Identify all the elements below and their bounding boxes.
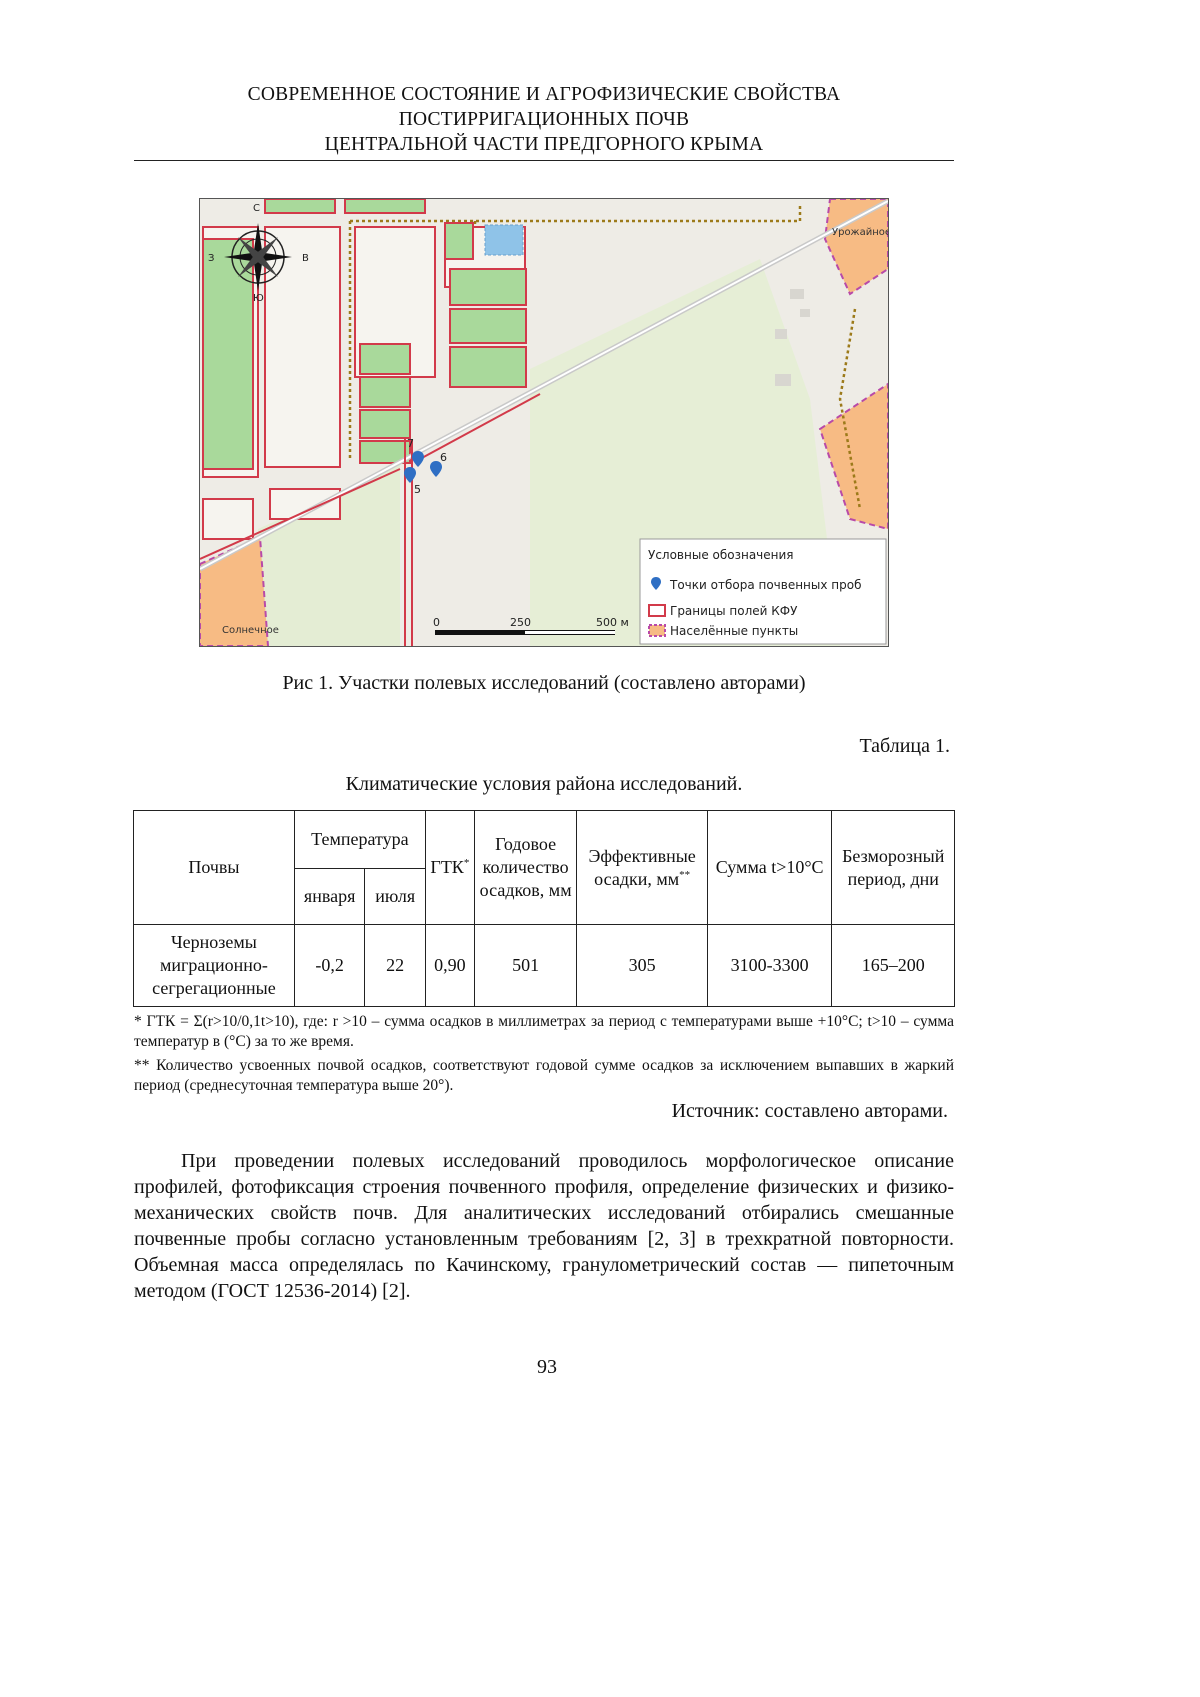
compass-n: С	[253, 203, 260, 214]
scale-mid: 250	[510, 616, 531, 629]
header-gtk: ГТК*	[425, 811, 474, 925]
body-paragraph: При проведении полевых исследований проводилось морфологическое описание профилей, фотофиксация строения почвенного профиля, определение физических и физико-механических свойств почв. Для аналитических исследований отбирались смешанные почвенные пробы согласно установленным требованиям [2, 3] в трехкратной повторности. Объемная масса определялась по Качинскому, гранулометрический состав — пипеточным методом (ГОСТ 12536-2014) [2].	[134, 1148, 954, 1304]
table-source: Источник: составлено авторами.	[672, 1100, 948, 1123]
map-legend	[640, 539, 886, 644]
compass-s: Ю	[253, 293, 264, 304]
header-soils: Почвы	[134, 811, 295, 925]
point-label-5: 5	[414, 483, 421, 496]
header-rule	[134, 160, 954, 161]
scale-zero: 0	[433, 616, 440, 629]
place-urozhaynoe: Урожайное	[832, 227, 888, 238]
table-title: Климатические условия района исследований.	[134, 773, 954, 796]
legend-points: Точки отбора почвенных проб	[669, 578, 862, 592]
water-pond	[485, 225, 523, 255]
header-line-1: СОВРЕМЕННОЕ СОСТОЯНИЕ И АГРОФИЗИЧЕСКИЕ СВОЙСТВА	[134, 82, 954, 107]
figure-caption: Рис 1. Участки полевых исследований (составлено авторами)	[134, 672, 954, 695]
cell-gtk: 0,90	[425, 925, 474, 1007]
table-row	[134, 925, 955, 1007]
header-july: июля	[365, 869, 426, 925]
compass-w: З	[208, 253, 214, 264]
cell-precip: 501	[474, 925, 577, 1007]
page-number: 93	[0, 1356, 1094, 1379]
place-solnechnoe: Солнечное	[222, 625, 279, 636]
climate-table	[133, 810, 955, 1007]
table-footnote-2: ** Количество усвоенных почвой осадков, соответствуют годовой сумме осадков за исключением выпавших в жаркий период (среднесуточная температура выше 20°).	[134, 1056, 954, 1096]
cell-sum-t: 3100-3300	[707, 925, 832, 1007]
study-area-map	[199, 198, 889, 647]
running-header	[134, 82, 954, 157]
header-temperature: Температура	[294, 811, 425, 869]
table-footnote-1: * ГТК = Σ(r>10/0,1t>10), где: r >10 – сумма осадков в миллиметрах за период с температурами выше +10°С; t>10 – сумма температур в (°С) за то же время.	[134, 1012, 954, 1052]
table-number: Таблица 1.	[859, 735, 950, 758]
header-line-2: ПОСТИРРИГАЦИОННЫХ ПОЧВ	[134, 107, 954, 132]
legend-fields: Границы полей КФУ	[670, 604, 798, 618]
header-precip: Годовое количество осадков, мм	[474, 811, 577, 925]
legend-field-swatch	[649, 605, 665, 616]
point-label-7: 7	[407, 437, 414, 450]
header-effective: Эффективные осадки, мм**	[577, 811, 707, 925]
cell-soil: Черноземы миграционно-сегрегационные	[134, 925, 295, 1007]
header-line-3: ЦЕНТРАЛЬНОЙ ЧАСТИ ПРЕДГОРНОГО КРЫМА	[134, 132, 954, 157]
header-january: января	[294, 869, 365, 925]
legend-settlement-swatch	[649, 625, 665, 636]
cell-frostfree: 165–200	[832, 925, 955, 1007]
cell-effective: 305	[577, 925, 707, 1007]
scale-end: 500 м	[596, 616, 629, 629]
compass-e: В	[302, 253, 309, 264]
cell-july: 22	[365, 925, 426, 1007]
legend-title: Условные обозначения	[648, 548, 794, 562]
header-frostfree: Безморозный период, дни	[832, 811, 955, 925]
legend-settlements: Населённые пункты	[670, 624, 798, 638]
header-sum-t: Сумма t>10°С	[707, 811, 832, 925]
point-label-6: 6	[440, 451, 447, 464]
cell-january: -0,2	[294, 925, 365, 1007]
